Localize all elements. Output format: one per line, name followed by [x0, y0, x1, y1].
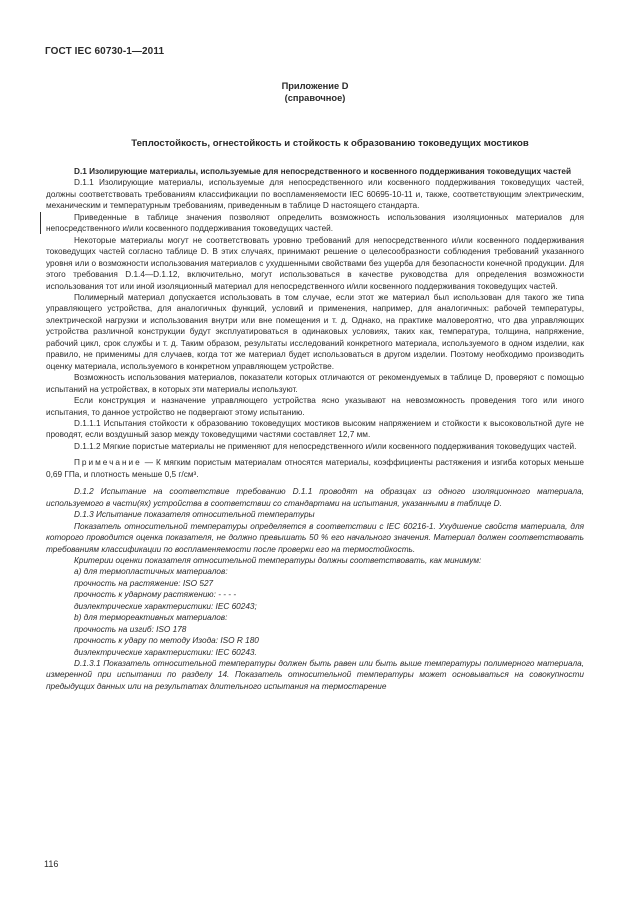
- paragraph: Полимерный материал допускается использовать в том случае, если этот же материал был использован для такого же типа управляющего устройства, для аналогичных функций, условий и применения, например, для аналогичных: рабочей температуры, электрической нагрузки и использования внутри или вне помещения и т. д. Однако, на практике маловероятно, что два управляющих устройства различной конструкции будут эксплуатироваться в одинаковых условиях, таких как, температура, толщина, напряжение, рабочий цикл, срок службы и т. д. Таким образом, результаты исследований конкретного материала, используемого в одном изделии, как правило, не применимы для случаев, когда тот же материал будет использоваться в другом изделии. Поэтому необходимо производить оценку материала, используемого в конкретном управляющем устройстве.: [46, 292, 584, 371]
- list-item: a) для термопластичных материалов:: [74, 567, 228, 577]
- paragraph: Если конструкция и назначение управляющего устройства ясно указывают на невозможность проведения того или иного испытания, то данное устройство не подвергают этому испытанию.: [46, 396, 584, 417]
- list-item: b) для термореактивных материалов:: [74, 613, 228, 623]
- note-text: — К мягким пористым материалам относятся материалы, коэффициенты растяжения и изгиба которых меньше 0,69 ГПа, и плотность меньше 0,5 г/см³.: [46, 458, 584, 479]
- list-item: диэлектрические характеристики: IEC 60243;: [74, 601, 257, 611]
- paragraph: Возможность использования материалов, показатели которых отличаются от рекомендуемых в таблице D, проверяют с помощью испытаний на устройствах, в которых эти материалы используют.: [46, 373, 584, 394]
- list-item: прочность к удару по методу Изода: ISO R 180: [74, 636, 259, 646]
- list-item: диэлектрические характеристики: IEC 60243.: [74, 647, 257, 657]
- paragraph: Приведенные в таблице значения позволяют определить возможность использования изоляционных материалов для непосредственного и/или косвенного поддерживания токоведущих частей.: [46, 212, 584, 234]
- annex-label: Приложение D: [281, 81, 349, 91]
- italic-paragraph: D.1.3.1 Показатель относительной температуры должен быть равен или быть выше температуры полимерного материала, измеренной при испытании по разделу 14. Показатель относительной температуры может основываться на совокупности предыдущих данных или на результатах длительного испытания на термостарение: [46, 659, 584, 691]
- list-item: прочность на растяжение: ISO 527: [74, 578, 214, 588]
- annex-body: [46, 166, 584, 692]
- italic-paragraph: Показатель относительной температуры определяется в соответствии с IEC 60216-1. Ухудшение свойств материала, для которого проводится оценка показателя, не должно превышать 50 % его начального значения. Материал должен соответствовать требованиям классификации по воспламеняемости после проверки его на термостойкость.: [46, 521, 584, 554]
- standard-header: ГОСТ IEC 60730-1—2011: [45, 46, 165, 57]
- annex-heading: Теплостойкость, огнестойкость и стойкость к образованию токоведущих мостиков: [131, 138, 529, 149]
- italic-paragraph: Критерии оценки показателя относительной температуры должны соответствовать, как минимум:: [74, 555, 482, 565]
- annex-title: [250, 80, 380, 104]
- section-heading: D.1 Изолирующие материалы, используемые для непосредственного и косвенного поддерживания токоведущих частей: [74, 167, 572, 176]
- italic-paragraph: D.1.2 Испытание на соответствие требованию D.1.1 проводят на образцах из одного изоляционного материала, используемого в части(ях) устройства в соответствии со стандартами на испытания, указанными в таблице D.: [46, 487, 584, 508]
- paragraph: D.1.1 Изолирующие материалы, используемые для непосредственного или косвенного поддерживания токоведущих частей, должны соответствовать требованиям классификации по воспламеняемости IEC 60695-10-11 и, также, соответствующим электрическим, механическим и температурным требованиям, приведенным в таблице D настоящего стандарта.: [46, 178, 584, 211]
- annex-type: (справочное): [284, 93, 346, 103]
- page-number: 116: [44, 859, 59, 869]
- italic-paragraph: D.1.3 Испытание показателя относительной температуры: [74, 510, 315, 520]
- note: [46, 457, 584, 480]
- paragraph: D.1.1.2 Мягкие пористые материалы не применяют для непосредственного и/или косвенного поддерживания токоведущих частей.: [74, 441, 577, 451]
- paragraph: Некоторые материалы могут не соответствовать уровню требований для непосредственного и/или косвенного поддерживания токоведущих частей согласно таблице D. В этих случаях, принимают решение о целесообразности соблюдения требований указанного уровня или о возможности использования материалов с ухудшенными свойствами без ущерба для безопасности конечной продукции. Для этого требования D.1.4—D.1.12, включительно, могут использоваться в качестве руководства для определения возможности использования тот или иной изоляционный материал для непосредственного и/или косвенного поддерживания токоведущих частей.: [46, 235, 584, 291]
- list-item: прочность к ударному растяжению: - - - -: [74, 590, 237, 600]
- list-item: прочность на изгиб: ISO 178: [74, 624, 187, 634]
- revision-mark: [40, 212, 41, 234]
- note-label: Примечание: [74, 458, 142, 468]
- paragraph: D.1.1.1 Испытания стойкости к образованию токоведущих мостиков высоким напряжением и стойкости к высоковольтной дуге не проводят, если воздушный зазор между токоведущими частями составляет 12,7 мм.: [46, 418, 584, 440]
